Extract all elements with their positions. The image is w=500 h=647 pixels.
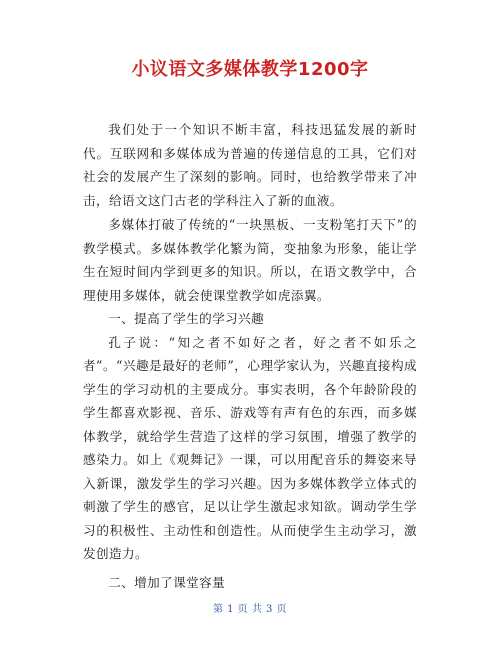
section-1-paragraph: 孔子说：“知之者不如好之者，好之者不如乐之者”。“兴趣是最好的老师”，心理学家认为，兴趣直接构成学生的学习动机的主要成分。事实表明，各个年龄阶段的学生都喜欢影视、音乐、游戏等有声有色的东西，而多媒体教学，就给学生营造了这样的学习氛围，增强了教学的感染力。如上《观舞记》一课，可以用配音乐的舞姿来导入新课，激发学生的学习兴趣。因为多媒体教学立体式的刺激了学生的感官，足以让学生激起求知欲。调动学生学习的积极性、主动性和创造性。从而使学生主动学习，激发创造力。 <box>83 334 417 561</box>
page-number-footer: 第 1 页 共 3 页 <box>212 604 288 615</box>
section-heading-2: 二、增加了课堂容量 <box>108 574 226 590</box>
document-body <box>83 118 417 594</box>
intro-paragraph-1: 我们处于一个知识不断丰富，科技迅猛发展的新时代。互联网和多媒体成为普遍的传递信息的工具，它们对社会的发展产生了深刻的影响。同时，也给教学带来了冲击，给语文这门古老的学科注入了新的血液。 <box>83 122 417 208</box>
document-title: 小议语文多媒体教学1200字 <box>131 59 369 80</box>
section-heading-1: 一、提高了学生的学习兴趣 <box>108 311 265 326</box>
intro-paragraph-2: 多媒体打破了传统的“一块黑板、一支粉笔打天下”的教学模式。多媒体教学化繁为简，变抽象为形象，能让学生在短时间内学到更多的知识。所以，在语文教学中，合理使用多媒体，就会使课堂教学如虎添翼。 <box>83 217 417 303</box>
